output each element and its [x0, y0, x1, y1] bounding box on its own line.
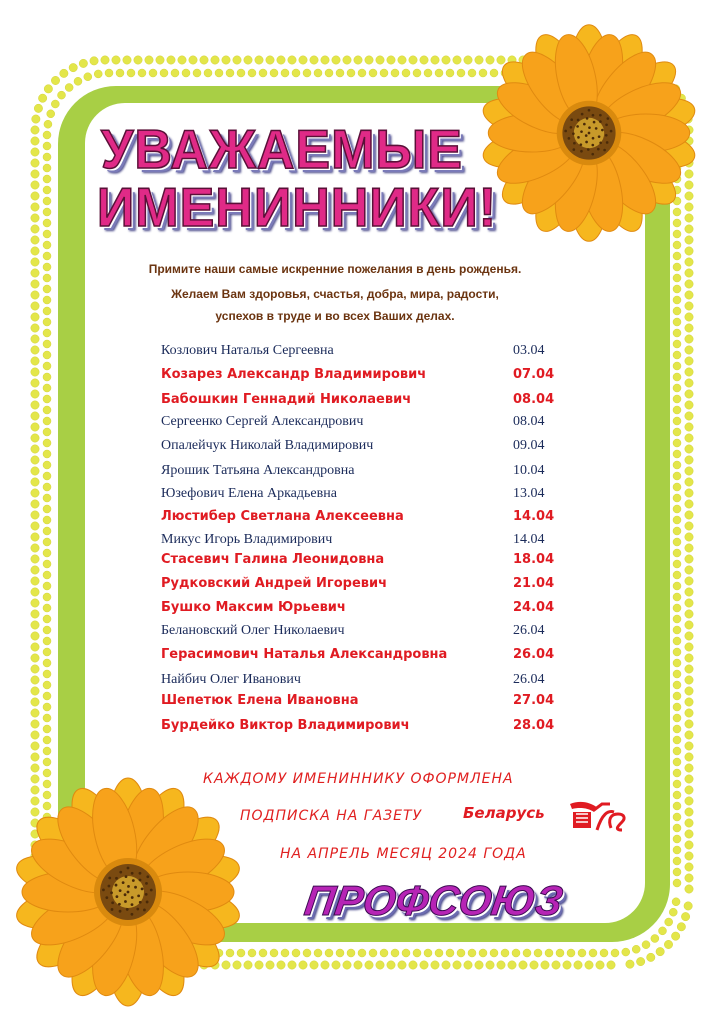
birthday-date: 18.04: [513, 552, 555, 567]
birthday-name: Белановский Олег Николаевич: [161, 623, 345, 638]
birthday-row: [161, 463, 561, 483]
birthday-row: [161, 552, 561, 572]
signature-union: ПРОФСОЮЗ: [301, 877, 566, 924]
title-line-1: УВАЖАЕМЫЕ: [100, 119, 463, 181]
footer-line-2: ПОДПИСКА НА ГАЗЕТУ: [240, 808, 423, 824]
newspaper-logo-mark-icon: [564, 800, 630, 834]
footer-line-1: КАЖДОМУ ИМЕНИННИКУ ОФОРМЛЕНА: [203, 771, 514, 787]
birthday-name: Стасевич Галина Леонидовна: [161, 552, 385, 567]
birthday-row: [161, 672, 561, 692]
birthday-name: Юзефович Елена Аркадьевна: [161, 486, 337, 501]
birthday-row: [161, 600, 561, 620]
title-line-2: ИМЕНИННИКИ!: [96, 177, 498, 239]
birthday-name: Бабошкин Геннадий Николаевич: [161, 392, 412, 407]
sunflower-top-right-icon: [474, 8, 704, 258]
birthday-row: [161, 509, 561, 529]
footer-line-3: НА АПРЕЛЬ МЕСЯЦ 2024 ГОДА: [280, 846, 527, 862]
birthday-row: [161, 693, 561, 713]
birthday-date: 03.04: [513, 343, 545, 358]
birthday-name: Козарез Александр Владимирович: [161, 367, 427, 382]
birthday-row: [161, 392, 561, 412]
birthday-name: Шепетюк Елена Ивановна: [161, 693, 359, 708]
birthday-row: [161, 532, 561, 552]
greeting-line-3: успехов в труде и во всех Ваших делах.: [215, 309, 455, 323]
birthday-row: [161, 718, 561, 738]
birthday-date: 21.04: [513, 576, 555, 591]
birthday-row: [161, 343, 561, 363]
birthday-row: [161, 367, 561, 387]
birthday-name: Сергеенко Сергей Александрович: [161, 414, 364, 429]
birthday-name: Опалейчук Николай Владимирович: [161, 438, 374, 453]
birthday-date: 13.04: [513, 486, 545, 501]
birthday-name: Бурдейко Виктор Владимирович: [161, 718, 410, 733]
birthday-row: [161, 414, 561, 434]
birthday-date: 07.04: [513, 367, 555, 382]
birthday-date: 24.04: [513, 600, 555, 615]
birthday-row: [161, 647, 561, 667]
birthday-name: Найбич Олег Иванович: [161, 672, 301, 687]
newspaper-logo: [463, 800, 633, 834]
birthday-date: 14.04: [513, 509, 555, 524]
birthday-name: Козлович Наталья Сергеевна: [161, 343, 334, 358]
birthday-row: [161, 438, 561, 458]
birthday-date: 14.04: [513, 532, 545, 547]
birthday-date: 08.04: [513, 392, 555, 407]
birthday-date: 26.04: [513, 647, 555, 662]
sunflower-bottom-left-icon: [8, 762, 248, 1022]
birthday-name: Бушко Максим Юрьевич: [161, 600, 346, 615]
birthday-row: [161, 576, 561, 596]
greeting-line-1: Примите наши самые искренние пожелания в день рожденья.: [148, 262, 522, 276]
birthday-name: Ярошик Татьяна Александровна: [161, 463, 355, 478]
birthday-date: 10.04: [513, 463, 545, 478]
birthday-date: 26.04: [513, 672, 545, 687]
birthday-date: 08.04: [513, 414, 545, 429]
birthday-name: Герасимович Наталья Александровна: [161, 647, 448, 662]
newspaper-logo-text: Беларусь: [463, 804, 545, 822]
greeting-line-2: Желаем Вам здоровья, счастья, добра, мира, радости,: [171, 287, 499, 301]
birthday-name: Люстибер Светлана Алексеевна: [161, 509, 404, 524]
birthday-date: 09.04: [513, 438, 545, 453]
birthday-row: [161, 623, 561, 643]
birthday-name: Микус Игорь Владимирович: [161, 532, 333, 547]
birthday-row: [161, 486, 561, 506]
birthday-name: Рудковский Андрей Игоревич: [161, 576, 388, 591]
birthday-date: 26.04: [513, 623, 545, 638]
birthday-date: 28.04: [513, 718, 555, 733]
birthday-date: 27.04: [513, 693, 555, 708]
